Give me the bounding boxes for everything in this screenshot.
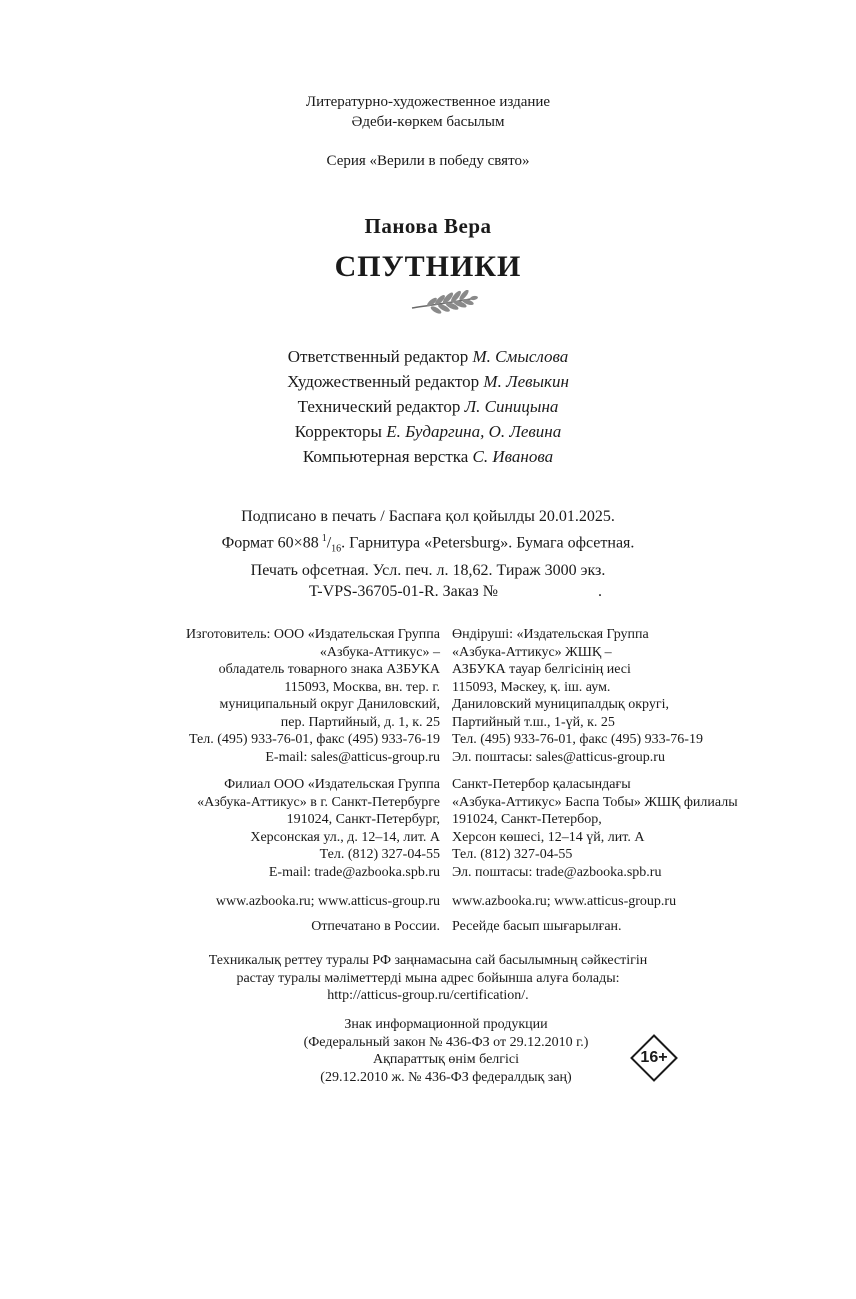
branch-ru: Филиал ООО «Издательская Группа «Азбука-Аттикус» в г. Санкт-Петербурге 191024, Санкт-Петербург, Херсонская ул., д. 12–14, лит. А Тел. (812) 327-04-55 E-mail: trade@azbooka.spb.ru xyxy=(197,777,440,880)
age-rating-badge xyxy=(630,1034,678,1082)
editor-line: Художественный редактор М. Левыкин xyxy=(287,372,569,391)
websites-kz: www.azbooka.ru; www.atticus-group.ru xyxy=(452,894,677,909)
certification-block: Техникалық реттеу туралы РФ заңнамасына сай басылымның сәйкестігін растау туралы мәліметтерді мына адрес бойынша алуға болады: http://atticus-group.ru/certification/. xyxy=(208,953,648,1003)
editor-line: Технический редактор Л. Синицына xyxy=(297,397,559,416)
age-rating-text: 16+ xyxy=(640,1049,668,1066)
author: Панова Вера xyxy=(364,214,492,238)
editor-line: Корректоры Е. Бударгина, О. Левина xyxy=(294,422,562,441)
websites-ru: www.azbooka.ru; www.atticus-group.ru xyxy=(215,894,440,909)
print-details-line: Печать офсетная. Усл. печ. л. 18,62. Тираж 3000 экз. xyxy=(250,561,606,579)
print-info xyxy=(0,506,856,603)
book-title: СПУТНИКИ xyxy=(334,250,522,283)
series: Серия «Верили в победу свято» xyxy=(326,153,530,169)
manufacturer-ru: Изготовитель: ООО «Издательская Группа «Азбука-Аттикус» – обладатель товарного знака АЗБУКА 115093, Москва, вн. тер. г. муниципальный округ Даниловский, пер. Партийный, д. 1, к. 25 Тел. (495) 933-76-01, факс (495) 933-76-19 E-mail: sales@atticus-group.ru xyxy=(185,627,440,765)
format-line: Формат 60×88 $^1/_{16}$. Гарнитура «Petersburg». Бумага офсетная. xyxy=(221,532,635,555)
printed-kz: Ресейде басып шығарылған. xyxy=(452,919,622,934)
genre-ru: Литературно-художественное издание xyxy=(305,94,551,110)
editors-block xyxy=(0,344,856,469)
header-genre xyxy=(0,92,856,132)
signed-line: Подписано в печать / Баспаға қол қойылды 20.01.2025. xyxy=(241,508,615,525)
printed-ru: Отпечатано в России. xyxy=(311,919,440,934)
info-sign-block: Знак информационной продукции (Федеральный закон № 436-ФЗ от 29.12.2010 г.) Ақпараттық өнім белгісі (29.12.2010 ж. № 436-ФЗ федералдық заң) xyxy=(303,1017,589,1085)
editor-line: Ответственный редактор М. Смыслова xyxy=(287,347,569,366)
editor-line: Компьютерная верстка С. Иванова xyxy=(302,447,554,466)
manufacturer-kz: Өндіруші: «Издательская Группа «Азбука-Аттикус» ЖШҚ – АЗБУКА тауар белгісінің иесі 115093, Мәскеу, қ. іш. аум. Даниловский муниципалдық округі, Партийный т.ш., 1-үй, к. 25 Тел. (495) 933-76-01, факс (495) 933-76-19 Эл. поштасы: sales@atticus-group.ru xyxy=(452,627,703,765)
order-line: T-VPS-36705-01-R. Заказ № . xyxy=(309,583,602,601)
branch-kz: Санкт-Петербор қаласындағы «Азбука-Аттикус» Баспа Тобы» ЖШҚ филиалы 191024, Санкт-Петербор, Херсон көшесі, 12–14 үй, лит. А Тел. (812) 327-04-55 Эл. поштасы: trade@azbooka.spb.ru xyxy=(452,777,738,880)
laurel-ornament-icon xyxy=(410,290,480,318)
genre-kz: Әдеби-көркем басылым xyxy=(351,114,505,130)
